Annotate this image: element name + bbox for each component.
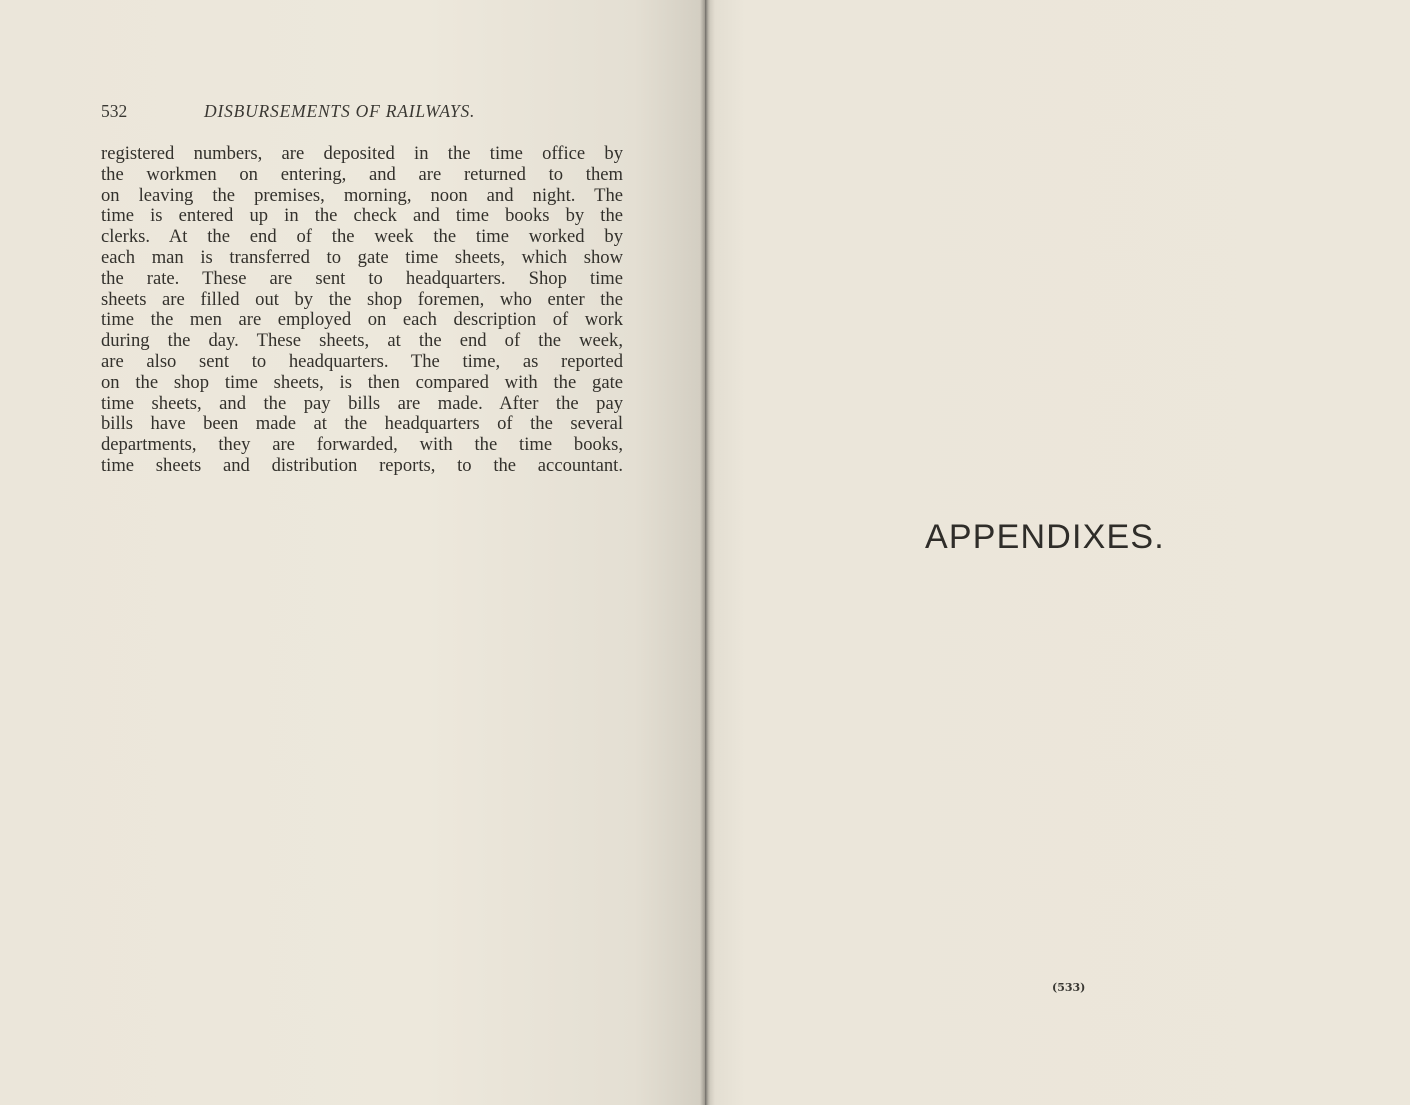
text-line: on the shop time sheets, is then compared with the gate <box>101 371 623 393</box>
right-page <box>705 0 1410 1105</box>
text-line: are also sent to headquarters. The time, as reported <box>101 350 623 372</box>
book-gutter <box>700 0 710 1105</box>
appendix-title: APPENDIXES. <box>925 518 1165 556</box>
text-line: time sheets and distribution reports, to the accountant. <box>101 454 623 476</box>
text-line: time is entered up in the check and time books by the <box>101 205 623 227</box>
page-folio: (533) <box>1052 981 1086 994</box>
text-line: bills have been made at the headquarters of the several <box>101 413 623 435</box>
text-line: time the men are employed on each description of work <box>101 309 623 331</box>
text-line: the rate. These are sent to headquarters. Shop time <box>101 267 623 289</box>
text-line: departments, they are forwarded, with the time books, <box>101 434 623 456</box>
page-number: 532 <box>101 101 128 121</box>
text-line: during the day. These sheets, at the end of the week, <box>101 330 623 352</box>
text-line: each man is transferred to gate time sheets, which show <box>101 246 623 268</box>
text-line: time sheets, and the pay bills are made. After the pay <box>101 392 623 414</box>
text-line: registered numbers, are deposited in the time office by <box>101 143 623 164</box>
running-title: DISBURSEMENTS OF RAILWAYS. <box>204 101 476 121</box>
text-line: the workmen on entering, and are returned to them <box>101 163 623 185</box>
text-line: clerks. At the end of the week the time worked by <box>101 226 623 248</box>
text-line: sheets are filled out by the shop foremen, who enter the <box>101 288 623 310</box>
text-line: on leaving the premises, morning, noon and night. The <box>101 184 623 206</box>
body-paragraph <box>101 144 623 477</box>
